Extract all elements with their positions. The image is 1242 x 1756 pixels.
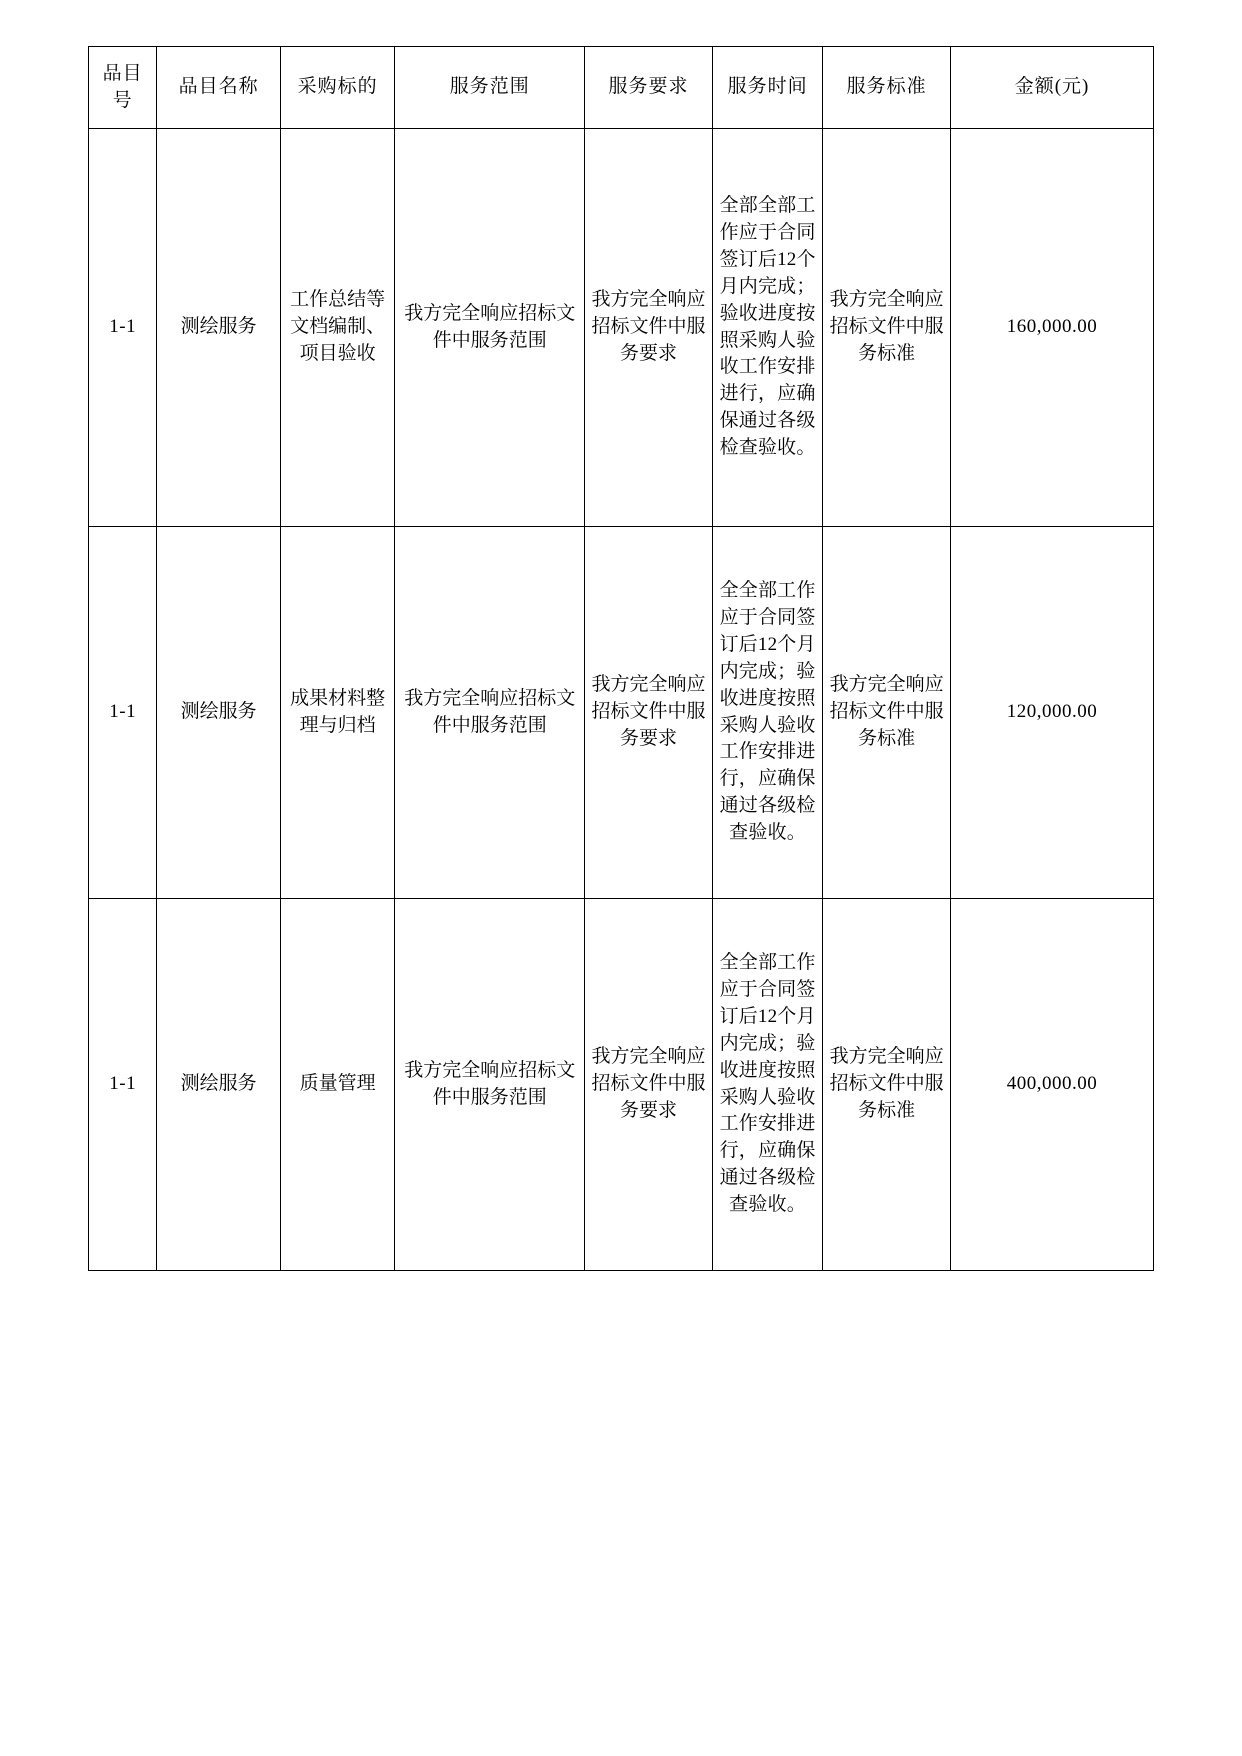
cell-service-scope: 我方完全响应招标文件中服务范围 xyxy=(395,129,585,527)
column-header-item-name: 品目名称 xyxy=(157,47,280,129)
cell-service-requirement: 我方完全响应招标文件中服务要求 xyxy=(585,129,713,527)
cell-service-standard: 我方完全响应招标文件中服务标准 xyxy=(823,129,951,527)
cell-service-time: 全全部工作应于合同签订后12个月内完成；验收进度按照采购人验收工作安排进行，应确保通过各级检查验收。 xyxy=(712,527,822,899)
cell-service-standard: 我方完全响应招标文件中服务标准 xyxy=(823,527,951,899)
cell-amount: 400,000.00 xyxy=(951,899,1154,1271)
column-header-service-requirement: 服务要求 xyxy=(585,47,713,129)
cell-service-requirement: 我方完全响应招标文件中服务要求 xyxy=(585,527,713,899)
table-row xyxy=(89,527,1154,899)
bid-item-table xyxy=(88,46,1154,1271)
cell-service-scope: 我方完全响应招标文件中服务范围 xyxy=(395,527,585,899)
table-row xyxy=(89,899,1154,1271)
cell-service-requirement: 我方完全响应招标文件中服务要求 xyxy=(585,899,713,1271)
cell-amount: 160,000.00 xyxy=(951,129,1154,527)
cell-item-name: 测绘服务 xyxy=(157,527,280,899)
column-header-service-standard: 服务标准 xyxy=(823,47,951,129)
cell-subject: 工作总结等文档编制、项目验收 xyxy=(280,129,395,527)
column-header-item-no: 品目号 xyxy=(89,47,157,129)
column-header-service-time: 服务时间 xyxy=(712,47,822,129)
column-header-subject: 采购标的 xyxy=(280,47,395,129)
cell-subject: 成果材料整理与归档 xyxy=(280,527,395,899)
cell-item-name: 测绘服务 xyxy=(157,129,280,527)
cell-amount: 120,000.00 xyxy=(951,527,1154,899)
cell-subject: 质量管理 xyxy=(280,899,395,1271)
cell-service-scope: 我方完全响应招标文件中服务范围 xyxy=(395,899,585,1271)
table-row xyxy=(89,129,1154,527)
cell-service-time: 全部全部工作应于合同签订后12个月内完成；验收进度按照采购人验收工作安排进行，应确保通过各级检查验收。 xyxy=(712,129,822,527)
column-header-amount: 金额(元) xyxy=(951,47,1154,129)
cell-item-no: 1-1 xyxy=(89,899,157,1271)
cell-service-standard: 我方完全响应招标文件中服务标准 xyxy=(823,899,951,1271)
table-body xyxy=(89,129,1154,1271)
table-header-row xyxy=(89,47,1154,129)
cell-item-name: 测绘服务 xyxy=(157,899,280,1271)
table-header xyxy=(89,47,1154,129)
cell-item-no: 1-1 xyxy=(89,129,157,527)
cell-service-time: 全全部工作应于合同签订后12个月内完成；验收进度按照采购人验收工作安排进行，应确保通过各级检查验收。 xyxy=(712,899,822,1271)
column-header-service-scope: 服务范围 xyxy=(395,47,585,129)
cell-item-no: 1-1 xyxy=(89,527,157,899)
